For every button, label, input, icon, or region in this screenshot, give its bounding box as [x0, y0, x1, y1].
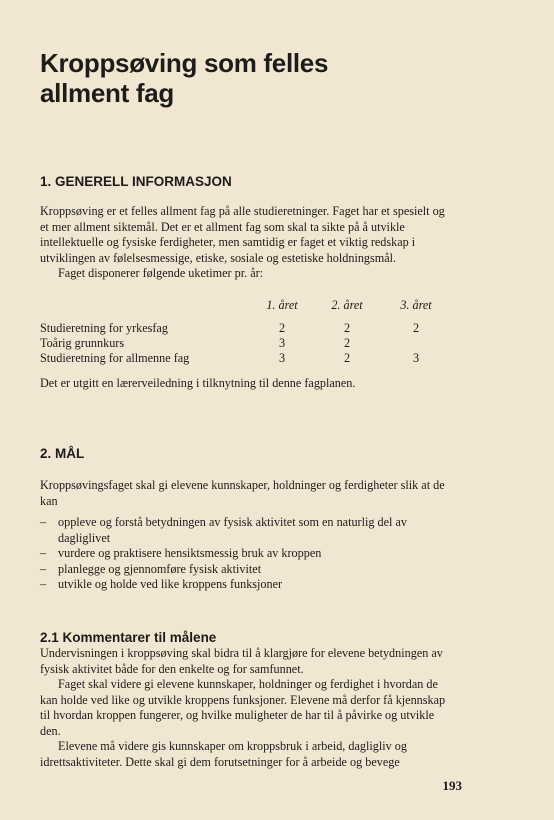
page-title: Kroppsøving som felles allment fag — [40, 48, 329, 108]
table-row — [40, 351, 452, 366]
general-info-paragraph: Kroppsøving er et felles allment fag på alle studieretninger. Faget har et spesielt og et mer allment siktemål. Det er et allment fag som skal ta sikte på å utvikle intellektuelle og fysiske ferdigheter, men samtidig er faget et viktig redskap i utviklingen av følelsesmessige, etiske, sosiale og estetiske holdningsmål. — [40, 204, 445, 265]
table-row — [40, 321, 452, 336]
goals-intro — [40, 478, 448, 509]
table-header-cell — [40, 298, 250, 313]
general-info-text — [40, 204, 448, 282]
comments-paragraph: Undervisningen i kroppsøving skal bidra til å klargjøre for elevene betydningen av fysisk aktivitet både for den enkelte og for samfunnet. — [40, 646, 443, 676]
list-item: – oppleve og forstå betydningen av fysisk aktivitet som en naturlig del av dagliglivet — [40, 515, 450, 546]
table-cell: Studieretning for allmenne fag — [40, 351, 190, 365]
table-header-row — [40, 298, 452, 313]
section-heading-goals: 2. MÅL — [40, 446, 85, 461]
table-header-cell: 3. året — [400, 298, 432, 312]
table-header-cell: 1. året — [266, 298, 298, 312]
list-item: – planlegge og gjennomføre fysisk aktivitet — [40, 562, 450, 578]
comments-paragraph: Faget skal videre gi elevene kunnskaper, holdninger og ferdighet i hvordan de kan holde ved like og utvikle kroppens funksjoner. Elevene må derfor få kjennskap til hvordan kroppen fungerer, og hvilke muligheter de har til å påvirke og utvikle den. — [40, 677, 446, 738]
table-cell: 3 — [278, 351, 286, 365]
goals-list — [40, 515, 450, 593]
goals-intro-text: Kroppsøvingsfaget skal gi elevene kunnskaper, holdninger og ferdigheter slik at de kan — [40, 478, 445, 508]
teacher-guide-text: Det er utgitt en lærerveiledning i tilknytning til denne fagplanen. — [40, 376, 356, 390]
table-cell: 3 — [412, 351, 420, 365]
table-cell: Toårig grunnkurs — [40, 336, 125, 350]
section-heading-general-info: 1. GENERELL INFORMASJON — [40, 174, 232, 189]
table-row — [40, 336, 452, 351]
table-cell — [380, 336, 452, 351]
comments-paragraph: Elevene må videre gis kunnskaper om kroppsbruk i arbeid, dagligliv og idrettsaktiviteter. Dette skal gi dem forutsetninger for å arbeide og bevege — [40, 739, 407, 769]
weekly-hours-table — [40, 298, 452, 366]
page-number: 193 — [442, 778, 462, 793]
table-header-cell: 2. året — [331, 298, 363, 312]
section-heading-comments: 2.1 Kommentarer til målene — [40, 630, 217, 645]
hours-table-intro: Faget disponerer følgende uketimer pr. år: — [58, 266, 264, 280]
table-cell: Studieretning for yrkesfag — [40, 321, 168, 335]
list-item: – vurdere og praktisere hensiktsmessig bruk av kroppen — [40, 546, 450, 562]
table-cell: 2 — [412, 321, 420, 335]
teacher-guide-note — [40, 376, 448, 392]
table-cell: 3 — [278, 336, 286, 350]
table-cell: 2 — [343, 336, 351, 350]
table-cell: 2 — [343, 351, 351, 365]
table-cell: 2 — [278, 321, 286, 335]
table-cell: 2 — [343, 321, 351, 335]
comments-text — [40, 646, 448, 770]
list-item: – utvikle og holde ved like kroppens funksjoner — [40, 577, 450, 593]
